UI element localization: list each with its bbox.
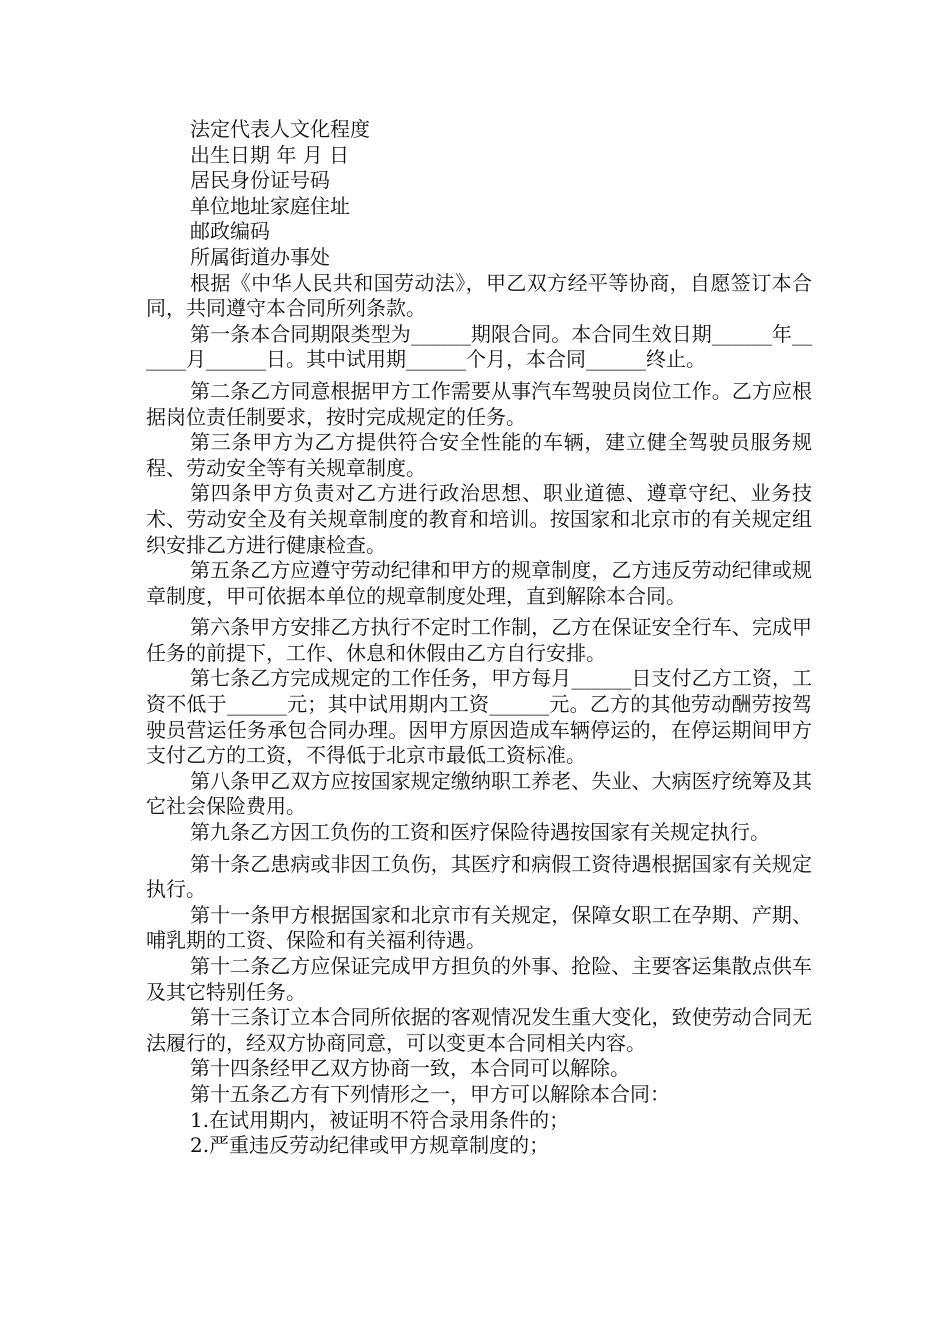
article-2-paragraph: 第二条乙方同意根据甲方工作需要从事汽车驾驶员岗位工作。乙方应根据岗位责任制要求，按时完成规定的任务。 (146, 378, 812, 429)
list-item: 1.在试用期内，被证明不符合录用条件的； (190, 1107, 570, 1132)
contract-page (146, 117, 812, 1159)
article-14-paragraph: 第十四条经甲乙双方协商一致，本合同可以解除。 (190, 1056, 630, 1081)
header-line-legal-rep-education: 法定代表人文化程度 (190, 117, 370, 141)
article-5-paragraph: 第五条乙方应遵守劳动纪律和甲方的规章制度，乙方违反劳动纪律或规章制度，甲可依据本单位的规章制度处理，直到解除本合同。 (146, 558, 812, 608)
header-line-street-office: 所属街道办事处 (190, 244, 330, 269)
article-15-paragraph: 第十五条乙方有下列情形之一，甲方可以解除本合同： (190, 1081, 670, 1106)
article-10-paragraph: 第十条乙患病或非因工负伤，其医疗和病假工资待遇根据国家有关规定执行。 (146, 851, 812, 902)
article-3-paragraph: 第三条甲方为乙方提供符合安全性能的车辆，建立健全驾驶员服务规程、劳动安全等有关规章制度。 (146, 430, 812, 480)
article-8-paragraph: 第八条甲乙双方应按国家规定缴纳职工养老、失业、大病医疗统筹及其它社会保险费用。 (146, 768, 812, 819)
article-7-paragraph: 第七条乙方完成规定的工作任务，甲方每月______日支付乙方工资，工资不低于______元；其中试用期内工资______元。乙方的其他劳动酬劳按驾驶员营运任务承包合同办理。因甲方原因造成车辆停运的，在停运期间甲方支付乙方的工资，不得低于北京市最低工资标准。 (146, 666, 812, 768)
article-1-paragraph: 第一条本合同期限类型为______期限合同。本合同生效日期______年______月______日。其中试用期______个月，本合同______终止。 (146, 321, 812, 372)
contract-body (146, 271, 812, 1159)
article-9-paragraph: 第九条乙方因工负伤的工资和医疗保险待遇按国家有关规定执行。 (190, 820, 770, 845)
header-line-postal-code: 邮政编码 (190, 219, 270, 244)
article-13-paragraph: 第十三条订立本合同所依据的客观情况发生重大变化，致使劳动合同无法履行的，经双方协商同意，可以变更本合同相关内容。 (146, 1005, 812, 1055)
header-line-id-number: 居民身份证号码 (190, 168, 330, 193)
list-item: 2.严重违反劳动纪律或甲方规章制度的； (190, 1133, 550, 1158)
header-line-birth-date: 出生日期 年 月 日 (190, 142, 350, 167)
party-info-block (146, 117, 812, 271)
article-11-paragraph: 第十一条甲方根据国家和北京市有关规定，保障女职工在孕期、产期、哺乳期的工资、保险和有关福利待遇。 (146, 902, 812, 953)
article-4-paragraph: 第四条甲方负责对乙方进行政治思想、职业道德、遵章守纪、业务技术、劳动安全及有关规章制度的教育和培训。按国家和北京市的有关规定组织安排乙方进行健康检查。 (146, 481, 812, 557)
header-line-address: 单位地址家庭住址 (190, 193, 350, 218)
preamble-paragraph: 根据《中华人民共和国劳动法》，甲乙双方经平等协商，自愿签订本合同，共同遵守本合同所列条款。 (146, 270, 812, 321)
article-6-paragraph: 第六条甲方安排乙方执行不定时工作制，乙方在保证安全行车、完成甲任务的前提下，工作、休息和休假由乙方自行安排。 (146, 615, 812, 665)
article-12-paragraph: 第十二条乙方应保证完成甲方担负的外事、抢险、主要客运集散点供车及其它特别任务。 (146, 954, 812, 1004)
